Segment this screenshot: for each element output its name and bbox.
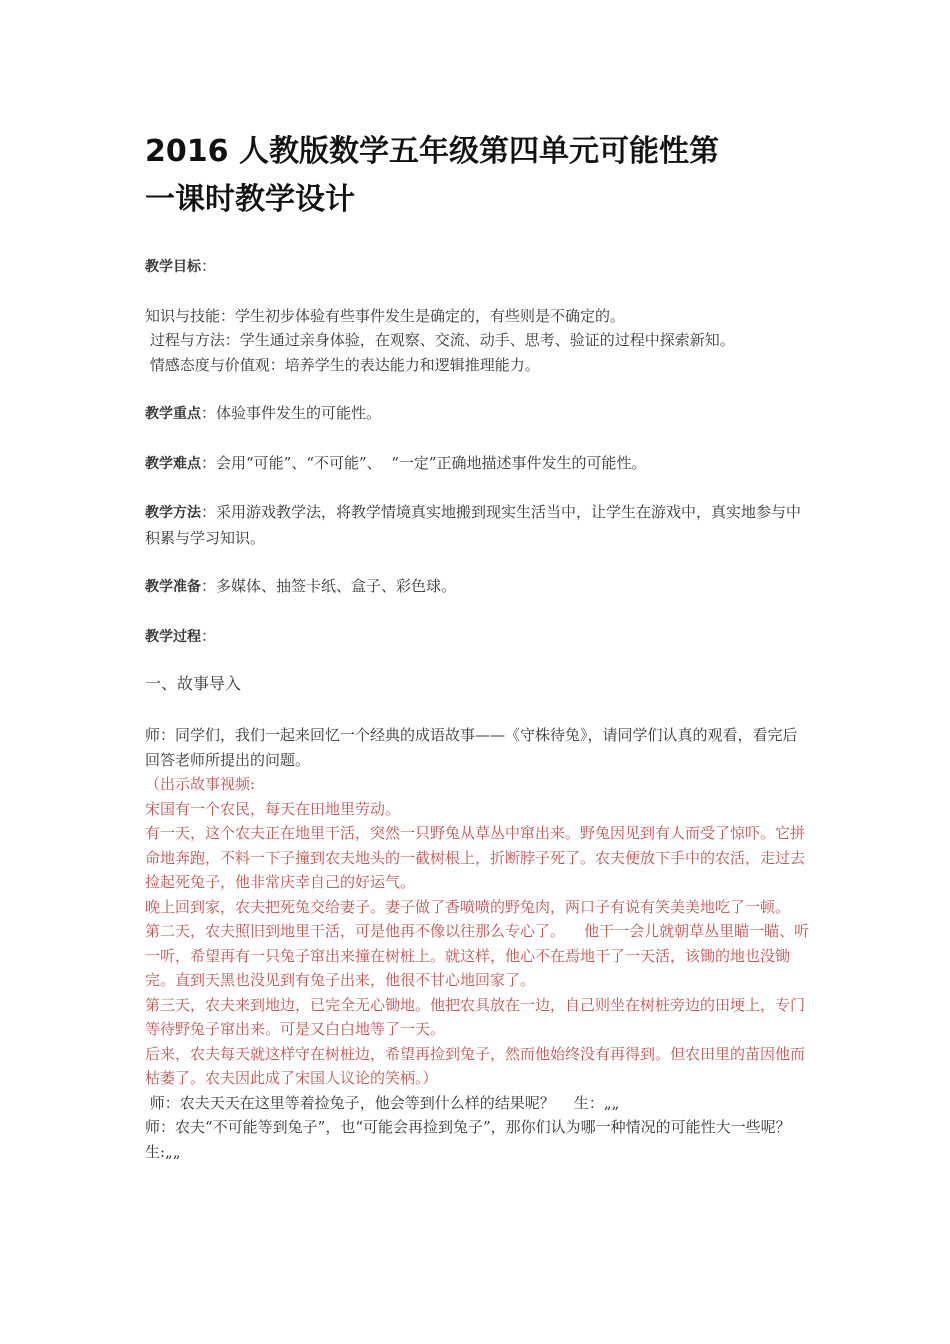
difficulty-paragraph	[145, 451, 810, 477]
objectives-label: 教学目标	[145, 259, 201, 275]
story-line: 后来，农夫每天就这样守在树桩边，希望再捡到兔子，然而他始终没有再得到。但农田里的苗因他而枯萎了。农夫因此成了宋国人议论的笑柄。）	[145, 1044, 806, 1087]
objectives-heading	[145, 254, 810, 280]
story-line: 第二天，农夫照旧到地里干活，可是他再不像以往那么专心了。 他干一会儿就朝草丛里瞄一瞄、听一听，希望再有一只兔子窜出来撞在树桩上。就这样，他心不在焉地干了一天活，该锄的地也没锄完。直到天黑也没见到有兔子出来，他很不甘心地回家了。	[145, 922, 810, 989]
objectives-colon: ：	[201, 257, 217, 275]
difficulty-label: 教学难点	[145, 455, 201, 472]
dialogue-line: 师：农夫天天在这里等着捡兔子，他会等到什么样的结果呢？ 生：„„	[145, 1093, 620, 1112]
process-label: 教学过程	[145, 628, 201, 645]
process-colon: ：	[201, 626, 217, 645]
method-paragraph	[145, 500, 810, 550]
difficulty-text: ：会用“可能”、“不可能”、 “一定”正确地描述事件发生的可能性。	[201, 453, 647, 472]
method-text: ：采用游戏教学法，将教学情境真实地搬到现实生活当中，让学生在游戏中，真实地参与中积累与学习知识。	[145, 503, 802, 547]
key-point-label: 教学重点	[145, 406, 201, 422]
preparation-text: ：多媒体、抽签卡纸、盒子、彩色球。	[201, 577, 457, 595]
process-heading	[145, 624, 810, 650]
key-point-text: ：体验事件发生的可能性。	[201, 404, 382, 422]
title-line-1: 2016 人教版数学五年级第四单元可能性第	[145, 134, 719, 169]
dialogue-line: 生:„„	[145, 1142, 181, 1161]
title-line-2: 一课时教学设计	[145, 182, 355, 217]
method-label: 教学方法	[145, 505, 201, 521]
story-line: 宋国有一个农民，每天在田地里劳动。	[145, 799, 401, 818]
objective-item: 情感态度与价值观：培养学生的表达能力和逻辑推理能力。	[145, 355, 540, 374]
key-point-paragraph	[145, 401, 810, 427]
preparation-paragraph	[145, 574, 810, 600]
document-content	[145, 128, 810, 1164]
story-line: 有一天，这个农夫正在地里干活，突然一只野兔从草丛中窜出来。野兔因见到有人而受了惊吓。它拼命地奔跑，不料一下子撞到农夫地头的一截树根上，折断脖子死了。农夫便放下手中的农活，走过去捡起死兔子，他非常庆幸自己的好运气。	[145, 824, 806, 891]
story-line: （出示故事视频:	[145, 775, 256, 793]
story-line: 第三天，农夫来到地边，已完全无心锄地。他把农具放在一边，自己则坐在树桩旁边的田埂上，专门等待野兔子窜出来。可是又白白地等了一天。	[145, 995, 806, 1038]
section-heading: 一、故事导入	[145, 674, 242, 693]
objective-item: 知识与技能：学生初步体验有些事件发生是确定的，有些则是不确定的。	[145, 306, 626, 325]
document-title	[145, 128, 810, 224]
story-line: 晚上回到家，农夫把死兔交给妻子。妻子做了香喷喷的野兔肉，两口子有说有笑美美地吃了一顿。	[145, 897, 791, 916]
dialogue-line: 师：农夫“不可能等到兔子”，也“可能会再捡到兔子”，那你们认为哪一种情况的可能性大一些呢？	[145, 1118, 791, 1136]
objective-item: 过程与方法：学生通过亲身体验，在观察、交流、动手、思考、验证的过程中探索新知。	[145, 331, 735, 349]
teacher-intro: 师：同学们，我们一起来回忆一个经典的成语故事——《守株待兔》，请同学们认真的观看，看完后回答老师所提出的问题。	[145, 726, 798, 769]
preparation-label: 教学准备	[145, 579, 201, 595]
